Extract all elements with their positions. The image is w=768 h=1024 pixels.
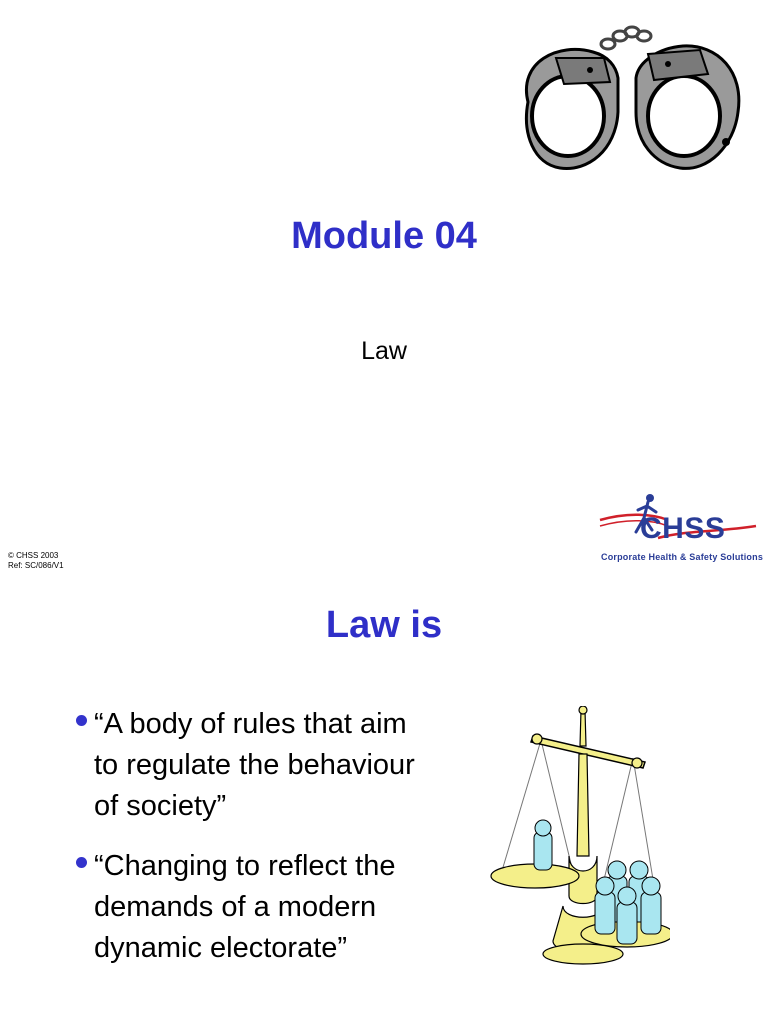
bullet-icon [76, 715, 87, 726]
bullet-item [76, 704, 436, 827]
copyright-line: © CHSS 2003 [8, 551, 59, 560]
slide-law-definition [0, 576, 768, 1024]
slide-title: Law is [325, 604, 443, 646]
copyright-notice [8, 551, 64, 571]
slide-title: Module 04 [291, 215, 477, 257]
handcuffs-icon [508, 22, 744, 178]
bullet-icon [76, 857, 87, 868]
logo-tagline: Corporate Health & Safety Solutions [601, 552, 764, 562]
bullet-text: “Changing to reflect the demands of a modern dynamic electorate” [94, 850, 396, 964]
slide-subtitle: Law [361, 337, 407, 365]
chss-logo [598, 490, 764, 572]
bullet-text: “A body of rules that aim to regulate the behaviour of society” [94, 708, 415, 822]
scales-of-justice-icon [485, 706, 670, 986]
bullet-item [76, 846, 436, 969]
reference-line: Ref: SC/086/V1 [8, 561, 64, 570]
logo-name: CHSS [640, 512, 726, 545]
